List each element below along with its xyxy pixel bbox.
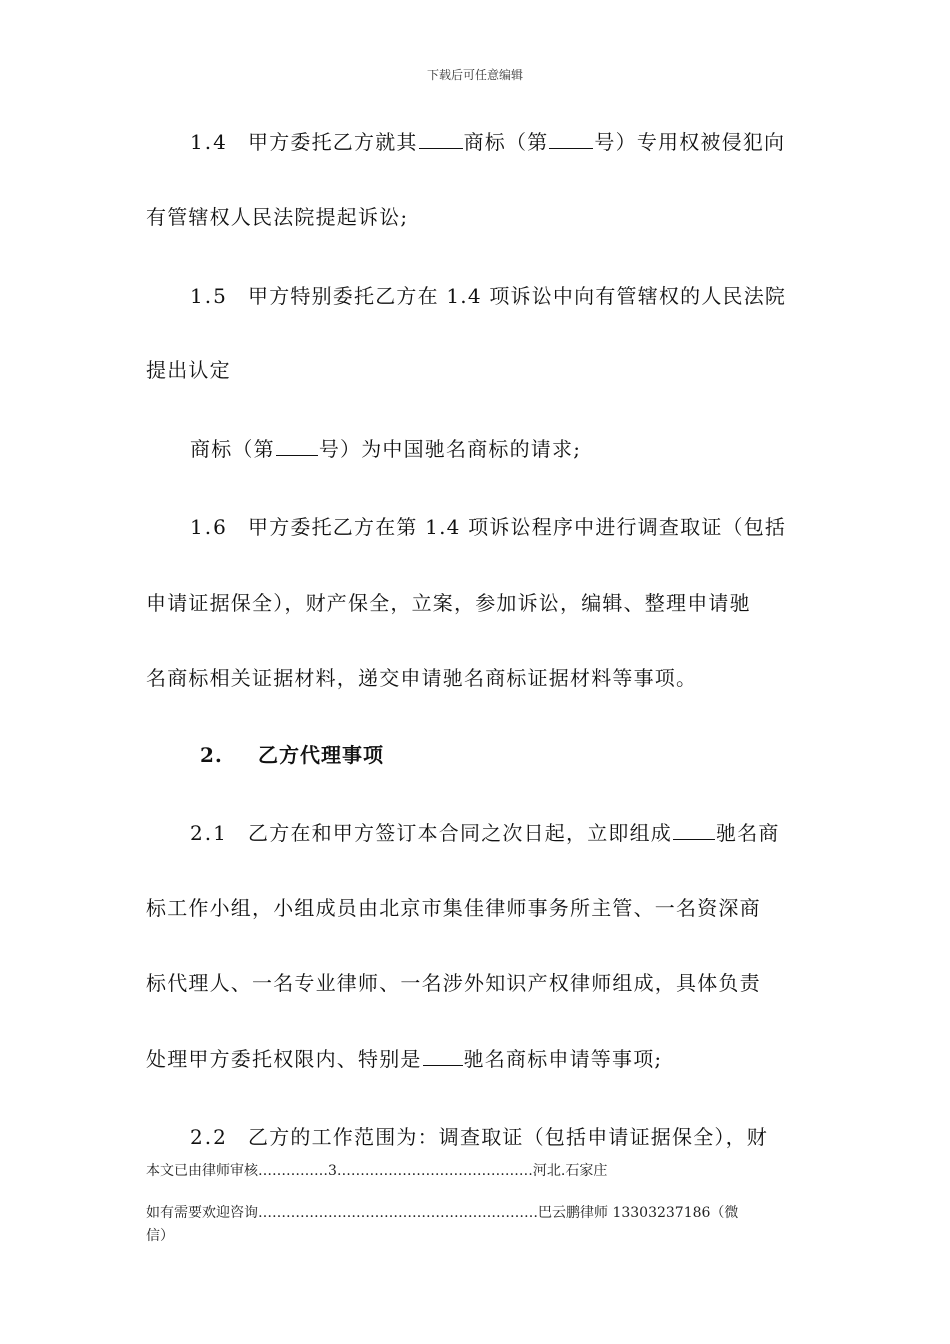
footer-contact: 如有需要欢迎咨询……………………………………………………巴云鹏律师 13303237186（微 <box>146 1205 739 1221</box>
clause-number: 2.2 <box>190 1125 228 1149</box>
paragraph-2-1-line-1: 2.1 乙方在和甲方签订本合同之次日起，立即组成 驰名商 <box>190 821 780 845</box>
paragraph-1-4-line-2: 有管辖权人民法院提起诉讼; <box>146 205 409 229</box>
paragraph-1-6-line-3: 名商标相关证据材料，递交申请驰名商标证据材料等事项。 <box>146 666 698 690</box>
page-header: 下载后可任意编辑 <box>426 68 523 82</box>
blank-field <box>549 130 593 149</box>
paragraph-2-1-line-2: 标工作小组，小组成员由北京市集佳律师事务所主管、一名资深商 <box>146 896 761 920</box>
section-title: 乙方代理事项 <box>258 743 384 767</box>
paragraph-2-2-line-1: 2.2 乙方的工作范围为：调查取证（包括申请证据保全），财 <box>190 1125 768 1149</box>
paragraph-1-5-line-2: 提出认定 <box>146 358 231 382</box>
paragraph-1-6-line-2: 申请证据保全），财产保全，立案，参加诉讼，编辑、整理申请驰 <box>146 591 751 615</box>
paragraph-1-6-line-1: 1.6 甲方委托乙方在第 1.4 项诉讼程序中进行调查取证（包括 <box>190 515 787 539</box>
blank-field <box>673 821 715 840</box>
clause-number: 1.6 <box>190 515 228 539</box>
blank-field <box>276 437 318 456</box>
footer-review-note: 本文已由律师审核……………3……………………………………河北.石家庄 <box>146 1163 608 1179</box>
paragraph-2-1-line-4: 处理甲方委托权限内、特别是 驰名商标申请等事项; <box>146 1047 663 1071</box>
clause-number: 1.4 <box>190 130 228 154</box>
clause-number: 1.5 <box>190 284 228 308</box>
blank-field <box>423 1047 463 1066</box>
paragraph-1-5-line-1: 1.5 甲方特别委托乙方在 1.4 项诉讼中向有管辖权的人民法院 <box>190 284 787 308</box>
paragraph-1-5-line-3: 商标（第 号）为中国驰名商标的请求; <box>190 437 582 461</box>
clause-number: 2.1 <box>190 821 228 845</box>
paragraph-1-4-line-1: 1.4 甲方委托乙方就其 商标（第 号）专用权被侵犯向 <box>190 130 786 154</box>
blank-field <box>419 130 463 149</box>
footer-contact-continued: 信） <box>146 1228 174 1244</box>
paragraph-2-1-line-3: 标代理人、一名专业律师、一名涉外知识产权律师组成，具体负责 <box>146 971 761 995</box>
section-number: 2. <box>200 743 223 767</box>
section-heading <box>200 741 384 769</box>
